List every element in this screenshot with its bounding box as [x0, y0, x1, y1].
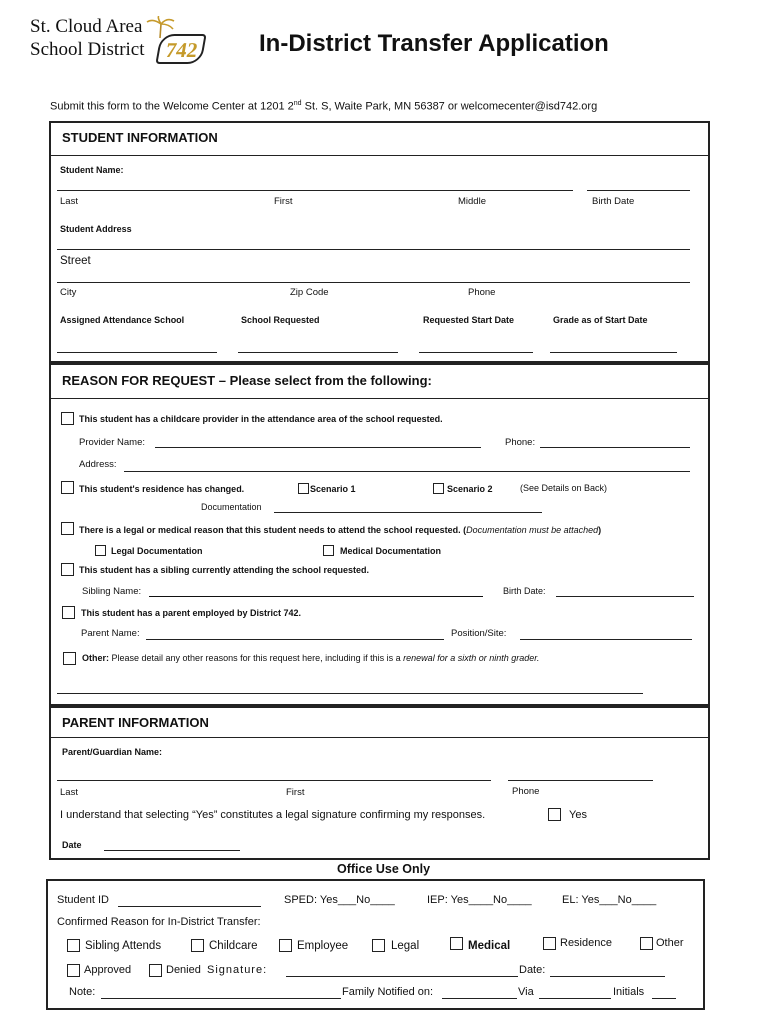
residence-checkbox[interactable] [61, 481, 74, 494]
office-other-checkbox[interactable] [640, 937, 653, 950]
district-logo [30, 16, 210, 68]
yes-signature-checkbox[interactable] [548, 808, 561, 821]
legal-medical-label: There is a legal or medical reason that this student needs to attend the school requested. (Documentation must be attached) [79, 525, 602, 535]
legal-doc-checkbox[interactable] [95, 545, 106, 556]
office-el: EL: Yes___No____ [562, 894, 657, 906]
sibling-birth-date-label: Birth Date: [503, 586, 546, 596]
office-via-label: Via [518, 986, 534, 998]
office-family-notified-line[interactable] [442, 998, 517, 999]
office-childcare-label: Childcare [209, 940, 258, 952]
office-denied-checkbox[interactable] [149, 964, 162, 977]
office-date-label: Date: [519, 964, 546, 976]
school-requested-line[interactable] [238, 352, 398, 353]
city-label: City [60, 287, 77, 298]
other-checkbox[interactable] [63, 652, 76, 665]
provider-name-label: Provider Name: [79, 437, 145, 448]
legal-doc-label: Legal Documentation [111, 546, 203, 556]
signature-statement: I understand that selecting “Yes” constitutes a legal signature confirming my responses. [60, 809, 486, 821]
office-denied-label: Denied [166, 964, 201, 976]
office-note-label: Note: [69, 986, 96, 998]
sibling-checkbox[interactable] [61, 563, 74, 576]
sibling-name-line[interactable] [149, 596, 483, 597]
office-confirmed-label: Confirmed Reason for In-District Transfer: [57, 916, 261, 928]
other-label: Other: Please detail any other reasons for this request here, including if this is a renewal for a sixth or ninth grader. [82, 653, 540, 663]
student-address-label: Student Address [60, 224, 132, 234]
office-residence-label: Residence [560, 937, 612, 949]
position-site-line[interactable] [520, 639, 692, 640]
logo-badge: 742 [155, 34, 206, 64]
office-sibling-label: Sibling Attends [85, 940, 162, 952]
position-site-label: Position/Site: [451, 628, 507, 639]
office-sped: SPED: Yes___No____ [284, 894, 395, 906]
sibling-name-label: Sibling Name: [82, 586, 142, 597]
parent-header-rule [50, 737, 709, 738]
assigned-school-line[interactable] [57, 352, 217, 353]
logo-line-1: St. Cloud Area [30, 16, 143, 37]
student-name-line[interactable] [57, 190, 573, 191]
office-medical-checkbox[interactable] [450, 937, 463, 950]
address-line-2[interactable] [57, 282, 690, 283]
office-residence-checkbox[interactable] [543, 937, 556, 950]
see-details-note: (See Details on Back) [520, 483, 608, 493]
office-family-notified-label: Family Notified on: [342, 986, 434, 998]
office-medical-label: Medical [468, 940, 511, 952]
parent-date-line[interactable] [104, 850, 240, 851]
office-approved-checkbox[interactable] [67, 964, 80, 977]
office-note-line[interactable] [101, 998, 341, 999]
documentation-label: Documentation [201, 502, 262, 512]
guardian-last-label: Last [60, 787, 78, 798]
student-header-rule [50, 155, 709, 156]
provider-address-label: Address: [79, 459, 117, 470]
other-details-line[interactable] [57, 693, 643, 694]
office-use-heading: Office Use Only [337, 862, 431, 876]
middle-label: Middle [458, 196, 486, 207]
address-line-1[interactable] [57, 249, 690, 250]
birth-date-line[interactable] [587, 190, 690, 191]
parent-employed-checkbox[interactable] [62, 606, 75, 619]
childcare-checkbox[interactable] [61, 412, 74, 425]
first-label: First [274, 196, 293, 207]
office-employee-label: Employee [297, 940, 349, 952]
requested-start-line[interactable] [419, 352, 533, 353]
office-legal-label: Legal [391, 940, 420, 952]
submit-instructions: Submit this form to the Welcome Center at 1201 2nd St. S, Waite Park, MN 56387 or welcomecenter@isd742.org [50, 100, 598, 113]
guardian-name-line[interactable] [57, 780, 491, 781]
office-date-line[interactable] [550, 976, 665, 977]
office-signature-label: Signature: [207, 964, 268, 976]
grade-start-label: Grade as of Start Date [553, 315, 648, 325]
street-label: Street [60, 255, 91, 267]
student-info-section [49, 121, 710, 363]
office-via-line[interactable] [539, 998, 611, 999]
office-employee-checkbox[interactable] [279, 939, 292, 952]
requested-start-label: Requested Start Date [423, 315, 515, 325]
scenario-2-checkbox[interactable] [433, 483, 444, 494]
birth-date-label: Birth Date [592, 196, 635, 207]
scenario-1-checkbox[interactable] [298, 483, 309, 494]
office-initials-line[interactable] [652, 998, 676, 999]
yes-signature-label: Yes [569, 809, 587, 821]
provider-phone-line[interactable] [540, 447, 690, 448]
parent-info-heading: PARENT INFORMATION [62, 715, 209, 730]
legal-medical-checkbox[interactable] [61, 522, 74, 535]
school-requested-label: School Requested [241, 315, 320, 325]
office-other-label: Other [656, 937, 684, 949]
sibling-birth-date-line[interactable] [556, 596, 694, 597]
office-initials-label: Initials [613, 986, 645, 998]
parent-name-label: Parent Name: [81, 628, 140, 639]
provider-address-line[interactable] [124, 471, 690, 472]
office-childcare-checkbox[interactable] [191, 939, 204, 952]
parent-employed-label: This student has a parent employed by District 742. [81, 608, 302, 618]
reason-heading: REASON FOR REQUEST – Please select from the following: [62, 373, 432, 388]
grade-start-line[interactable] [550, 352, 677, 353]
guardian-name-label: Parent/Guardian Name: [62, 747, 163, 757]
office-sibling-checkbox[interactable] [67, 939, 80, 952]
reason-header-rule [50, 398, 709, 399]
childcare-label: This student has a childcare provider in the attendance area of the school requested. [79, 414, 443, 424]
residence-label: This student's residence has changed. [79, 484, 245, 494]
parent-date-label: Date [62, 840, 82, 850]
sibling-label: This student has a sibling currently attending the school requested. [79, 565, 370, 575]
medical-doc-checkbox[interactable] [323, 545, 334, 556]
provider-name-line[interactable] [155, 447, 481, 448]
medical-doc-label: Medical Documentation [340, 546, 442, 556]
office-signature-line[interactable] [286, 976, 518, 977]
office-approved-label: Approved [84, 964, 132, 976]
guardian-phone-label: Phone [512, 786, 540, 797]
scenario-1-label: Scenario 1 [310, 484, 356, 494]
office-student-id-line[interactable] [118, 906, 261, 907]
student-name-label: Student Name: [60, 165, 124, 175]
logo-line-2: School District [30, 39, 145, 60]
guardian-first-label: First [286, 787, 305, 798]
page-title: In-District Transfer Application [259, 30, 609, 57]
phone-label: Phone [468, 287, 496, 298]
office-student-id-label: Student ID [57, 894, 109, 906]
guardian-phone-line[interactable] [508, 780, 653, 781]
zip-label: Zip Code [290, 287, 329, 298]
office-legal-checkbox[interactable] [372, 939, 385, 952]
documentation-line[interactable] [274, 512, 542, 513]
assigned-school-label: Assigned Attendance School [60, 315, 185, 325]
provider-phone-label: Phone: [505, 437, 536, 448]
office-iep: IEP: Yes____No____ [427, 894, 532, 906]
parent-name-line[interactable] [146, 639, 444, 640]
scenario-2-label: Scenario 2 [447, 484, 493, 494]
last-label: Last [60, 196, 78, 207]
student-info-heading: STUDENT INFORMATION [62, 130, 218, 145]
